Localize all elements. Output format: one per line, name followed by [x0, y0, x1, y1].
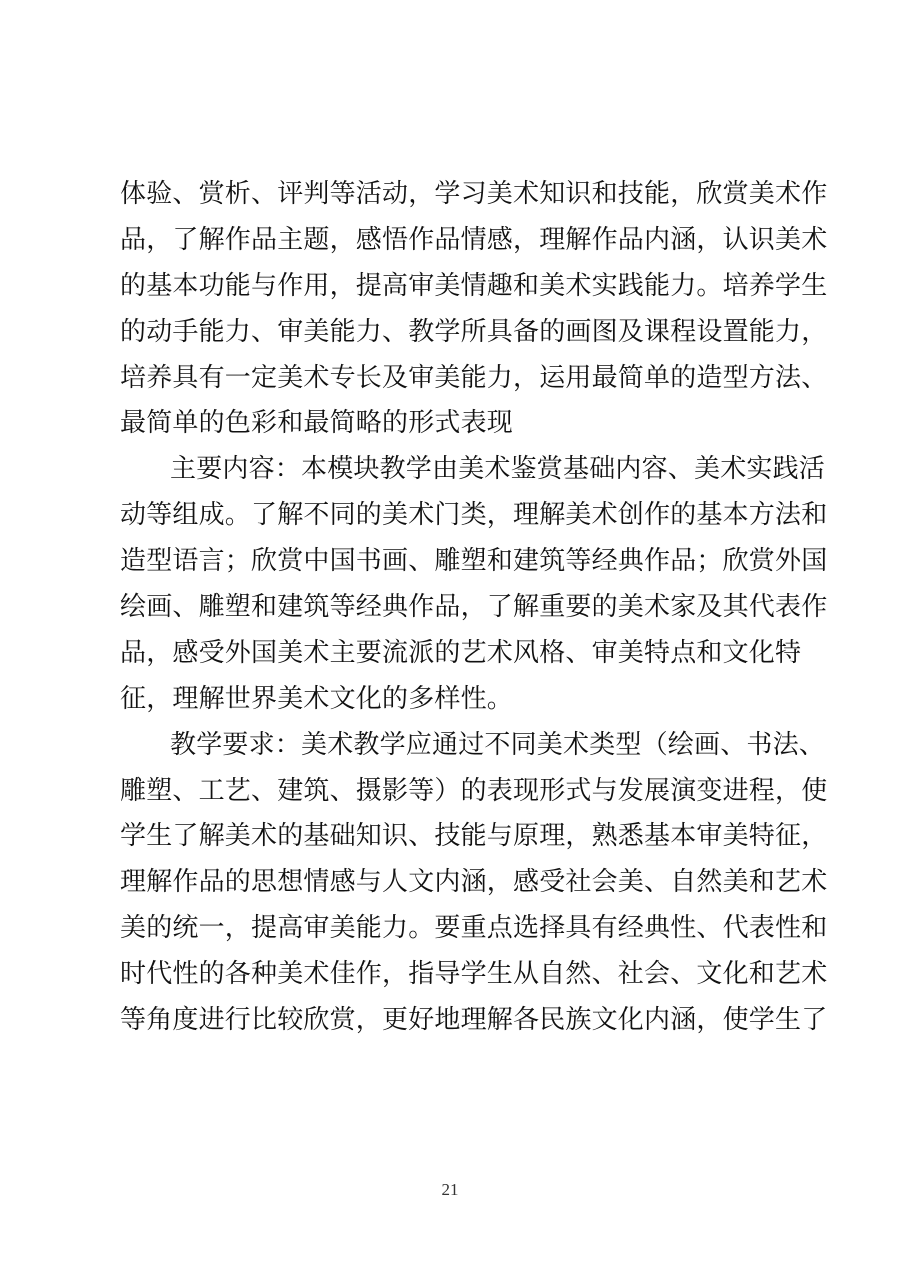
text-line: 品，了解作品主题，感悟作品情感，理解作品内涵，认识美术 [120, 224, 828, 255]
text-line: 学生了解美术的基础知识、技能与原理，熟悉基本审美特征， [120, 821, 828, 852]
text-line: 主要内容：本模块教学由美术鉴赏基础内容、美术实践活 [170, 454, 826, 485]
body-text [120, 172, 828, 1044]
text-line: 品，感受外国美术主要流派的艺术风格、审美特点和文化特 [120, 637, 802, 668]
text-line: 时代性的各种美术佳作，指导学生从自然、社会、文化和艺术 [120, 959, 828, 990]
text-line: 最简单的色彩和最简略的形式表现 [120, 408, 514, 439]
text-line: 体验、赏析、评判等活动，学习美术知识和技能，欣赏美术作 [120, 179, 828, 209]
text-line: 征，理解世界美术文化的多样性。 [120, 683, 514, 714]
text-line: 造型语言；欣赏中国书画、雕塑和建筑等经典作品；欣赏外国 [120, 546, 828, 577]
text-line: 培养具有一定美术专长及审美能力，运用最简单的造型方法、 [120, 362, 828, 393]
text-line: 理解作品的思想情感与人文内涵，感受社会美、自然美和艺术 [120, 867, 828, 898]
text-line: 雕塑、工艺、建筑、摄影等）的表现形式与发展演变进程，使 [120, 775, 828, 806]
text-line: 教学要求：美术教学应通过不同美术类型（绘画、书法、 [170, 729, 826, 760]
text-line: 美的统一，提高审美能力。要重点选择具有经典性、代表性和 [120, 913, 828, 944]
page-number: 21 [441, 1180, 459, 1199]
text-line: 的基本功能与作用，提高审美情趣和美术实践能力。培养学生 [120, 270, 828, 301]
text-line: 等角度进行比较欣赏，更好地理解各民族文化内涵，使学生了 [120, 1005, 828, 1036]
text-line: 动等组成。了解不同的美术门类，理解美术创作的基本方法和 [120, 500, 828, 531]
paragraph-main-content [120, 447, 828, 722]
text-line: 绘画、雕塑和建筑等经典作品，了解重要的美术家及其代表作 [120, 592, 828, 623]
paragraph-continuation [120, 172, 828, 447]
text-line: 的动手能力、审美能力、教学所具备的画图及课程设置能力， [120, 316, 828, 347]
paragraph-teaching-requirements [120, 723, 828, 1044]
